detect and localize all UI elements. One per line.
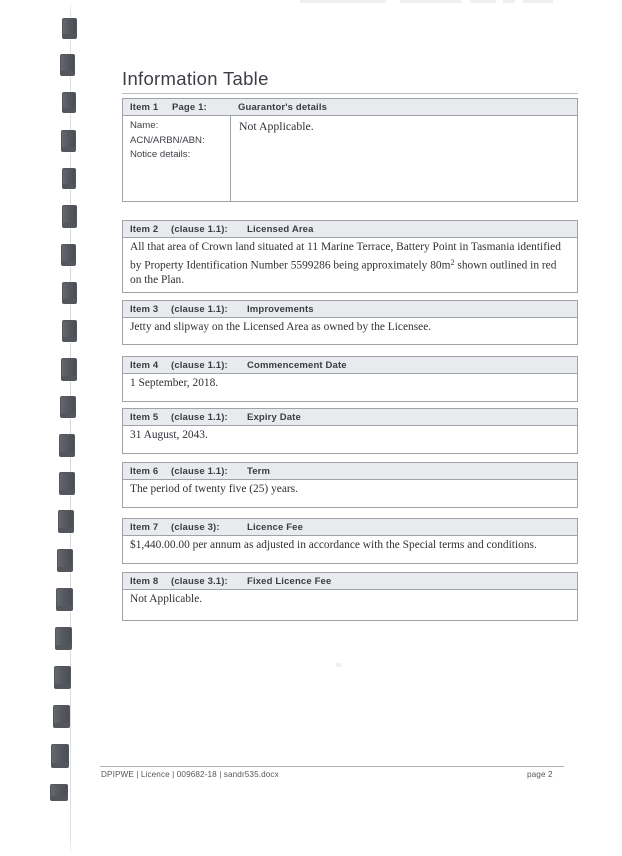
item-4-clause: (clause 1.1): xyxy=(171,359,228,371)
item-table-6 xyxy=(122,462,578,508)
item-6-label: Term xyxy=(247,465,271,477)
binding-ring xyxy=(58,510,74,533)
item-6-header xyxy=(123,463,577,480)
item-1-field-labels xyxy=(123,116,231,201)
binding-ring xyxy=(54,666,71,689)
binding-ring xyxy=(59,472,75,495)
binding-ring xyxy=(60,396,76,418)
binding-ring xyxy=(62,205,77,228)
item-6-body: The period of twenty five (25) years. xyxy=(130,483,298,495)
item-8-header xyxy=(123,573,577,590)
item-5-clause: (clause 1.1): xyxy=(171,411,228,423)
item-2-text-post: shown outlined in red on the Plan. xyxy=(130,259,557,287)
binding-ring xyxy=(50,784,68,801)
item-4-header xyxy=(123,357,577,374)
item-1-number: Item 1 xyxy=(130,101,159,113)
item-2-clause: (clause 1.1): xyxy=(171,223,228,235)
item-3-body: Jetty and slipway on the Licensed Area as owned by the Licensee. xyxy=(130,321,432,333)
binding-ring xyxy=(53,705,70,728)
footer-page-number: page 2 xyxy=(527,770,553,779)
scan-speck xyxy=(336,663,342,667)
item-3-label: Improvements xyxy=(247,303,314,315)
item-1-body xyxy=(123,116,577,201)
item-table-2 xyxy=(122,220,578,293)
binding-ring xyxy=(62,320,77,342)
binding-ring xyxy=(61,244,76,266)
item-8-clause: (clause 3.1): xyxy=(171,575,228,587)
item-8-number: Item 8 xyxy=(130,575,159,587)
item-6-number: Item 6 xyxy=(130,465,159,477)
item-1-header xyxy=(123,99,577,116)
item-4-label: Commencement Date xyxy=(247,359,347,371)
item-3-number: Item 3 xyxy=(130,303,159,315)
item-7-header xyxy=(123,519,577,536)
binding-thread xyxy=(70,0,71,856)
item-2-number: Item 2 xyxy=(130,223,159,235)
binding-ring xyxy=(61,358,77,381)
item-2-text-pre: All that area of Crown land situated at 11 Marine Terrace, Battery Point in Tasmania identified by Property Identification Number 5599286 being approximately 80m xyxy=(130,241,561,272)
item-table-1 xyxy=(122,98,578,202)
binding-ring xyxy=(62,18,77,39)
item-4-body: 1 September, 2018. xyxy=(130,377,219,389)
item-1-value: Not Applicable. xyxy=(239,119,314,133)
binding-ring xyxy=(60,54,75,76)
item-2-header xyxy=(123,221,577,238)
footer-reference: DPIPWE | Licence | 009682-18 | sandr535.docx xyxy=(101,770,279,779)
item-4-number: Item 4 xyxy=(130,359,159,371)
item-5-number: Item 5 xyxy=(130,411,159,423)
field-label-acn: ACN/ARBN/ABN: xyxy=(130,134,205,146)
item-7-number: Item 7 xyxy=(130,521,159,533)
binding-ring xyxy=(57,549,73,572)
item-5-header xyxy=(123,409,577,426)
item-2-label: Licensed Area xyxy=(247,223,314,235)
page-title: Information Table xyxy=(122,68,269,89)
item-7-clause: (clause 3): xyxy=(171,521,220,533)
binding-ring xyxy=(62,92,76,113)
binding-ring xyxy=(55,627,72,650)
binding-ring xyxy=(56,588,73,611)
item-8-label: Fixed Licence Fee xyxy=(247,575,332,587)
item-table-8 xyxy=(122,572,578,621)
item-table-4 xyxy=(122,356,578,402)
item-3-header xyxy=(123,301,577,318)
binding-ring xyxy=(62,282,77,304)
item-5-body: 31 August, 2043. xyxy=(130,429,208,441)
footer-divider xyxy=(100,766,564,767)
item-7-body: $1,440.00.00 per annum as adjusted in accordance with the Special terms and conditions. xyxy=(130,539,537,551)
item-2-body xyxy=(123,238,577,292)
item-1-label: Guarantor's details xyxy=(238,101,328,113)
item-table-7 xyxy=(122,518,578,564)
item-5-label: Expiry Date xyxy=(247,411,301,423)
item-3-clause: (clause 1.1): xyxy=(171,303,228,315)
item-table-3 xyxy=(122,300,578,345)
binding-ring xyxy=(59,434,75,457)
binding-ring xyxy=(61,130,76,152)
item-8-body: Not Applicable. xyxy=(130,593,203,605)
field-label-name: Name: xyxy=(130,120,159,131)
title-underline xyxy=(122,93,578,94)
item-6-clause: (clause 1.1): xyxy=(171,465,228,477)
field-label-notice: Notice details: xyxy=(130,149,191,160)
item-table-5 xyxy=(122,408,578,454)
item-1-clause: Page 1: xyxy=(172,101,207,113)
item-2-superscript: 2 xyxy=(450,258,455,267)
binding-ring xyxy=(62,168,76,189)
item-7-label: Licence Fee xyxy=(247,521,304,533)
binding-ring xyxy=(51,744,69,768)
